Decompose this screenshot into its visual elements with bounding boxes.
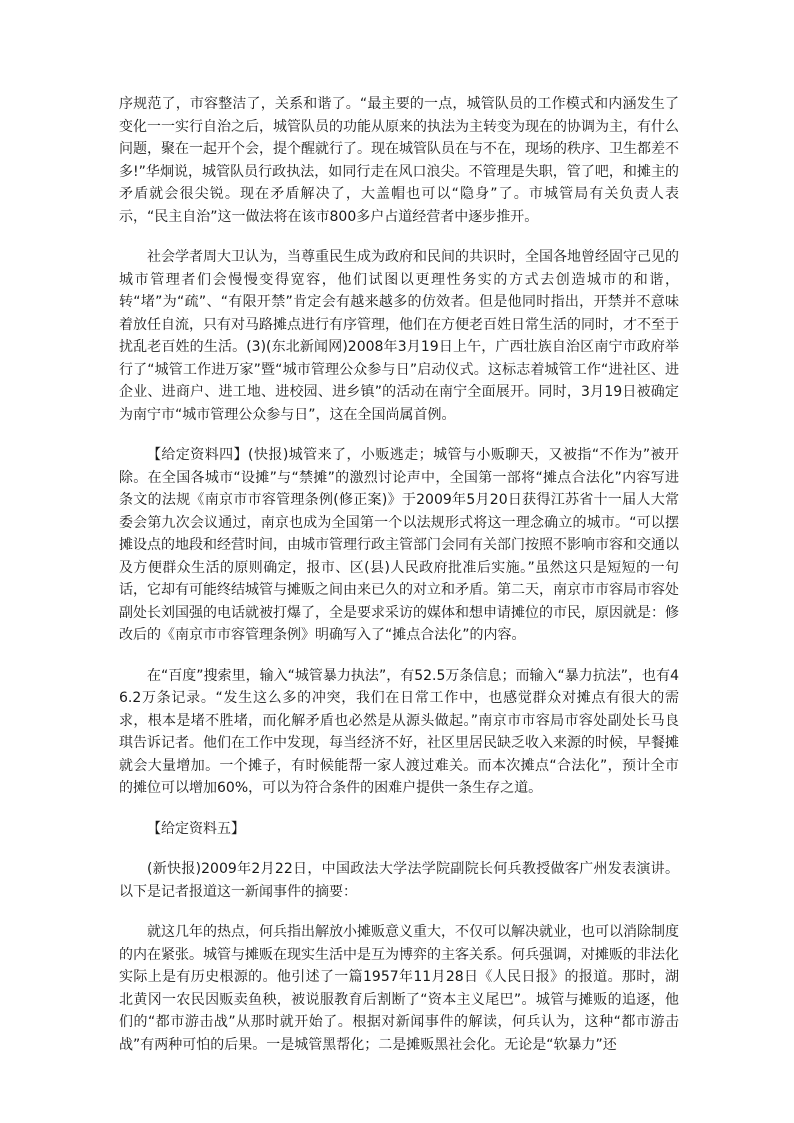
paragraph-he-bing-speech: 就这几年的热点，何兵指出解放小摊贩意义重大，不仅可以解决就业，也可以消除制度的内在紧张。城管与摊贩在现实生活中是互为博弈的主客关系。何兵强调，对摊贩的非法化实际上是有历史根源的。他引述了一篇1957年11月28日《人民日报》的报道。那时，湖北黄冈一农民因贩卖鱼秧，被说服教育后割断了“资本主义尾巴”。城管与摊贩的追逐，他们的“都市游击战”从那时就开始了。根据对新闻事件的解读，何兵认为，这种“都市游击战”有两种可怕的后果。一是城管黑帮化；二是摊贩黑社会化。无论是“软暴力”还 bbox=[119, 924, 679, 1053]
section-heading-material-five: 【给定资料五】 bbox=[147, 820, 245, 837]
paragraph-baidu-search: 在“百度”搜索里，输入“城管暴力执法”，有52.5万条信息；而输入“暴力抗法”，也有46.2万条记录。“发生这么多的冲突，我们在日常工作中，也感觉群众对摊点有很大的需求，根本是堵不胜堵，而化解矛盾也必然是从源头做起。”南京市市容局市容处副处长马良琪告诉记者。他们在工作中发现，每当经济不好，社区里居民缺乏收入来源的时候，早餐摊就会大量增加。一个摊子，有时候能帮一家人渡过难关。而本次摊点“合法化”，预计全市的摊位可以增加60%，可以为符合条件的困难户提供一条生存之道。 bbox=[119, 667, 679, 796]
paragraph-material-four: 【给定资料四】(快报)城管来了，小贩逃走；城管与小贩聊天，又被指“不作为”被开除。在全国各城市“设摊”与“禁摊”的激烈讨论声中，全国第一部将“摊点合法化”内容写进条文的法规《南京市市容管理条例(修正案)》于2009年5月20日获得江苏省十一届人大常委会第九次会议通过，南京也成为全国第一个以法规形式将这一理念确立的城市。“可以摆摊设点的地段和经营时间，由城市管理行政主管部门会同有关部门按照不影响市容和交通以及方便群众生活的原则确定，报市、区(县)人民政府批准后实施。”虽然这只是短短的一句话，它却有可能终结城管与摊贩之间由来已久的对立和矛盾。第二天，南京市市容局市容处副处长刘国强的电话就被打爆了，全是要求采访的媒体和想申请摊位的市民，原因就是：修改后的《南京市市容管理条例》明确写入了“摊点合法化”的内容。 bbox=[119, 447, 679, 643]
paragraph-sociologist-view: 社会学者周大卫认为，当尊重民生成为政府和民间的共识时，全国各地曾经固守己见的城市管理者们会慢慢变得宽容，他们试图以更理性务实的方式去创造城市的和谐，转“堵”为“疏”、“有限开禁”肯定会有越来越多的仿效者。但是他同时指出，开禁并不意味着放任自流，只有对马路摊点进行有序管理，他们在方便老百姓日常生活的同时，才不至于扰乱老百姓的生活。(3)(东北新闻网)2008年3月19日上午，广西壮族自治区南宁市政府举行了“城管工作进万家”暨“城市管理公众参与日”启动仪式。这标志着城管工作“进社区、进企业、进商户、进工地、进校园、进乡镇”的活动在南宁全面展开。同时，3月19日被确定为南宁市“城市管理公众参与日”，这在全国尚属首例。 bbox=[119, 249, 679, 423]
paragraph-news-intro: (新快报)2009年2月22日，中国政法大学法学院副院长何兵教授做客广州发表演讲。以下是记者报道这一新闻事件的摘要： bbox=[119, 861, 679, 900]
document-body bbox=[119, 93, 679, 1074]
paragraph-continuation: 序规范了，市容整洁了，关系和谐了。“最主要的一点，城管队员的工作模式和内涵发生了变化一一实行自治之后，城管队员的功能从原来的执法为主转变为现在的协调为主，有什么问题，聚在一起开个会，提个醒就行了。现在城管队员在与不在，现场的秩序、卫生都差不多!”华炯说，城管队员行政执法，如同行走在风口浪尖。不管理是失职，管了吧，和摊主的矛盾就会很尖锐。现在矛盾解决了，大盖帽也可以“隐身”了。市城管局有关负责人表示，“民主自治”这一做法将在该市800多户占道经营者中逐步推开。 bbox=[119, 96, 679, 225]
